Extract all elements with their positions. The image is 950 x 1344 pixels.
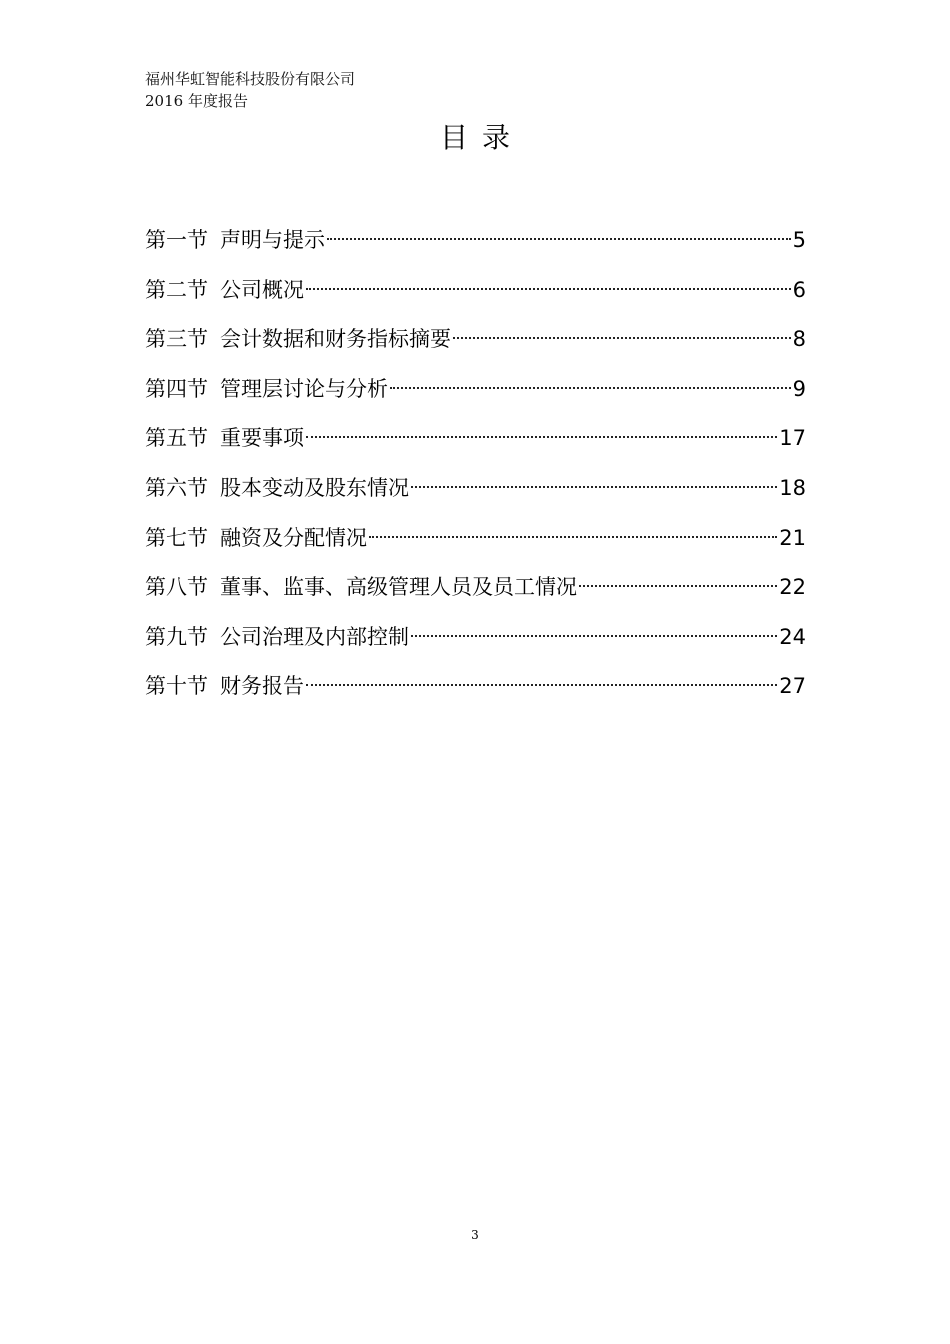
toc-page-number: 21 (779, 525, 806, 550)
toc-page-number: 24 (779, 624, 806, 649)
toc-section-title: 管理层讨论与分析 (220, 376, 388, 401)
toc-entry-7[interactable] (145, 522, 806, 572)
toc-page-number: 17 (779, 426, 806, 451)
toc-dot-leader (411, 635, 777, 637)
toc-title: 目录 (439, 121, 524, 154)
toc-dot-leader (306, 684, 777, 686)
toc-page-number: 9 (792, 376, 806, 401)
toc-section-title: 公司治理及内部控制 (220, 624, 409, 649)
header-report-title: 2016 年度报告 (145, 92, 248, 110)
toc-section-title: 重要事项 (220, 426, 304, 451)
toc-section-number: 第五节 (145, 426, 208, 451)
toc-dot-leader (306, 288, 791, 290)
toc-section-title: 融资及分配情况 (220, 525, 367, 550)
toc-section-number: 第三节 (145, 327, 208, 352)
toc-entry-9[interactable] (145, 621, 806, 671)
toc-dot-leader (306, 436, 777, 438)
table-of-contents (145, 224, 806, 720)
toc-section-number: 第六节 (145, 475, 208, 500)
toc-page-number: 6 (792, 277, 806, 302)
toc-entry-5[interactable] (145, 422, 806, 472)
toc-section-title: 会计数据和财务指标摘要 (220, 327, 451, 352)
toc-dot-leader (390, 387, 791, 389)
toc-entry-8[interactable] (145, 571, 806, 621)
toc-section-number: 第十节 (145, 674, 208, 699)
toc-section-title: 董事、监事、高级管理人员及员工情况 (220, 575, 577, 600)
page-header (145, 68, 355, 112)
toc-page-number: 8 (792, 327, 806, 352)
header-company-name: 福州华虹智能科技股份有限公司 (145, 70, 356, 88)
toc-page-number: 27 (779, 674, 806, 699)
toc-section-number: 第七节 (145, 525, 208, 550)
toc-section-title: 公司概况 (220, 277, 304, 302)
toc-section-title: 声明与提示 (220, 228, 325, 252)
toc-section-number: 第二节 (145, 277, 208, 302)
toc-page-number: 22 (779, 575, 806, 600)
toc-dot-leader (411, 486, 777, 488)
toc-section-number: 第八节 (145, 575, 208, 600)
toc-page-number: 5 (792, 228, 806, 252)
toc-section-number: 第九节 (145, 624, 208, 649)
toc-entry-3[interactable] (145, 323, 806, 373)
toc-dot-leader (327, 238, 791, 240)
toc-entry-6[interactable] (145, 472, 806, 522)
toc-dot-leader (579, 585, 777, 587)
toc-page-number: 18 (779, 475, 806, 500)
toc-entry-2[interactable] (145, 274, 806, 324)
toc-entry-1[interactable] (145, 224, 806, 274)
page-number: 3 (471, 1228, 479, 1242)
toc-dot-leader (369, 536, 777, 538)
toc-entry-10[interactable] (145, 670, 806, 720)
toc-section-number: 第四节 (145, 376, 208, 401)
toc-section-number: 第一节 (145, 228, 208, 252)
toc-section-title: 股本变动及股东情况 (220, 475, 409, 500)
toc-section-title: 财务报告 (220, 674, 304, 699)
toc-entry-4[interactable] (145, 373, 806, 423)
toc-dot-leader (453, 337, 791, 339)
